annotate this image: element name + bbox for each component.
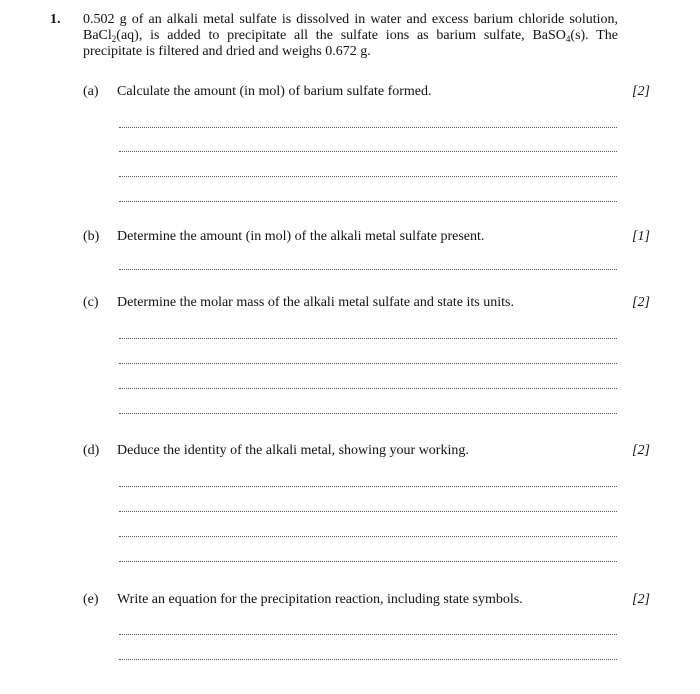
stem-line-2: [83, 28, 618, 44]
subscript: 4: [565, 34, 571, 44]
answer-line[interactable]: [119, 269, 617, 270]
marks-indicator: [2]: [632, 443, 650, 458]
part-label: (a): [83, 84, 99, 99]
part-label: (e): [83, 592, 99, 607]
part-prompt: Write an equation for the precipitation reaction, including state symbols.: [117, 592, 523, 607]
answer-line[interactable]: [119, 659, 617, 660]
answer-line[interactable]: [119, 511, 617, 512]
stem-text: (s). The: [570, 28, 618, 43]
question-number: 1.: [50, 12, 61, 27]
part-label: (b): [83, 229, 100, 244]
answer-line[interactable]: [119, 486, 617, 487]
bacl2-formula: BaCl: [83, 28, 112, 43]
answer-line[interactable]: [119, 151, 617, 152]
answer-line[interactable]: [119, 363, 617, 364]
answer-line[interactable]: [119, 338, 617, 339]
answer-line[interactable]: [119, 634, 617, 635]
answer-line[interactable]: [119, 201, 617, 202]
marks-indicator: [2]: [632, 84, 650, 99]
answer-line[interactable]: [119, 536, 617, 537]
part-prompt: Calculate the amount (in mol) of barium sulfate formed.: [117, 84, 432, 99]
stem-line-3: precipitate is filtered and dried and weighs 0.672 g.: [83, 44, 371, 59]
part-prompt: Determine the amount (in mol) of the alkali metal sulfate present.: [117, 229, 485, 244]
part-label: (d): [83, 443, 100, 458]
stem-text: (aq), is added to precipitate all the sulfate ions as barium sulfate, BaSO: [116, 28, 566, 43]
marks-indicator: [2]: [632, 295, 650, 310]
answer-line[interactable]: [119, 127, 617, 128]
stem-line-1: 0.502 g of an alkali metal sulfate is dissolved in water and excess barium chloride solution,: [83, 12, 618, 27]
part-prompt: Determine the molar mass of the alkali metal sulfate and state its units.: [117, 295, 514, 310]
answer-line[interactable]: [119, 388, 617, 389]
marks-indicator: [2]: [632, 592, 650, 607]
question-stem: [83, 12, 618, 60]
marks-indicator: [1]: [632, 229, 650, 244]
answer-line[interactable]: [119, 413, 617, 414]
answer-line[interactable]: [119, 561, 617, 562]
part-label: (c): [83, 295, 99, 310]
subscript: 2: [111, 34, 117, 44]
answer-line[interactable]: [119, 176, 617, 177]
part-prompt: Deduce the identity of the alkali metal, showing your working.: [117, 443, 469, 458]
